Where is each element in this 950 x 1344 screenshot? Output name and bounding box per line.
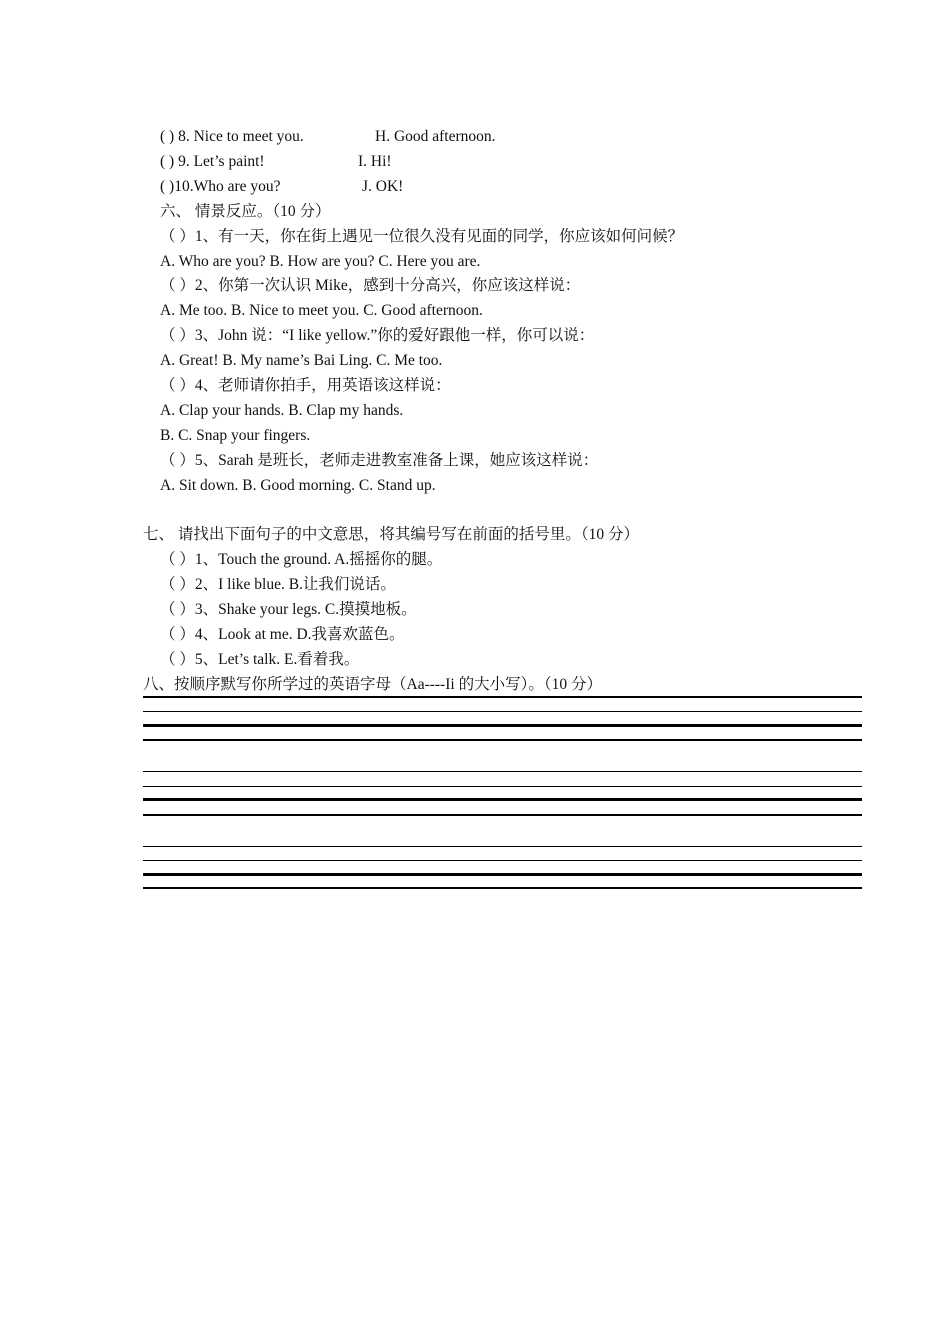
section6-q2: （ ）2、你第一次认识 Mike，感到十分高兴，你应该这样说： bbox=[160, 277, 581, 294]
section6-q3-options: A. Great! B. My name’s Bai Ling. C. Me too. bbox=[160, 352, 443, 369]
writing-grid-1 bbox=[143, 696, 862, 742]
section6-q4-options-cont: B. C. Snap your fingers. bbox=[160, 427, 311, 444]
grid-line bbox=[143, 786, 862, 787]
grid-line bbox=[143, 873, 862, 876]
match-row-9 bbox=[160, 152, 860, 172]
match-row-10 bbox=[160, 177, 860, 197]
grid-line bbox=[143, 814, 862, 816]
grid-line bbox=[143, 846, 862, 847]
match-row-10-right: J. OK! bbox=[362, 178, 404, 195]
section6-q1: （ ）1、有一天，你在街上遇见一位很久没有见面的同学，你应该如何问候？ bbox=[160, 228, 684, 245]
grid-line bbox=[143, 771, 862, 772]
match-row-8-right: H. Good afternoon. bbox=[375, 128, 496, 145]
section6-q3: （ ）3、John 说：“I like yellow.”你的爱好跟他一样，你可以说： bbox=[160, 327, 595, 344]
section6-q4: （ ）4、老师请你拍手，用英语该这样说： bbox=[160, 377, 451, 394]
section7-item-4: （ ）4、Look at me. D.我喜欢蓝色。 bbox=[160, 626, 405, 643]
match-row-8-left: ( ) 8. Nice to meet you. bbox=[160, 128, 304, 145]
grid-line bbox=[143, 724, 862, 727]
grid-line bbox=[143, 739, 862, 741]
grid-line bbox=[143, 860, 862, 861]
writing-grid-2 bbox=[143, 771, 862, 817]
match-row-9-right: I. Hi! bbox=[358, 153, 392, 170]
section7-item-3: （ ）3、Shake your legs. C.摸摸地板。 bbox=[160, 601, 417, 618]
section6-q1-options: A. Who are you? B. How are you? C. Here you are. bbox=[160, 253, 481, 270]
writing-grid-3 bbox=[143, 846, 862, 892]
grid-line bbox=[143, 696, 862, 698]
grid-line bbox=[143, 798, 862, 801]
grid-line bbox=[143, 711, 862, 712]
section6-q5: （ ）5、Sarah 是班长，老师走进教室准备上课，她应该这样说： bbox=[160, 452, 599, 469]
section7-item-5: （ ）5、Let’s talk. E.看着我。 bbox=[160, 651, 360, 668]
match-row-9-left: ( ) 9. Let’s paint! bbox=[160, 153, 265, 170]
section6-heading: 六、 情景反应。（10 分） bbox=[160, 203, 331, 220]
section6-q5-options: A. Sit down. B. Good morning. C. Stand up. bbox=[160, 477, 436, 494]
match-row-8 bbox=[160, 127, 860, 147]
section6-q2-options: A. Me too. B. Nice to meet you. C. Good afternoon. bbox=[160, 302, 483, 319]
grid-line bbox=[143, 887, 862, 889]
section7-item-1: （ ）1、Touch the ground. A.摇摇你的腿。 bbox=[160, 551, 443, 568]
section6-q4-options: A. Clap your hands. B. Clap my hands. bbox=[160, 402, 404, 419]
section8-heading: 八、按顺序默写你所学过的英语字母（Aa----Ii 的大小写）。（10 分） bbox=[143, 676, 602, 693]
section7-item-2: （ ）2、I like blue. B.让我们说话。 bbox=[160, 576, 396, 593]
match-row-10-left: ( )10.Who are you? bbox=[160, 178, 281, 195]
section7-heading: 七、 请找出下面句子的中文意思，将其编号写在前面的括号里。（10 分） bbox=[143, 526, 640, 543]
